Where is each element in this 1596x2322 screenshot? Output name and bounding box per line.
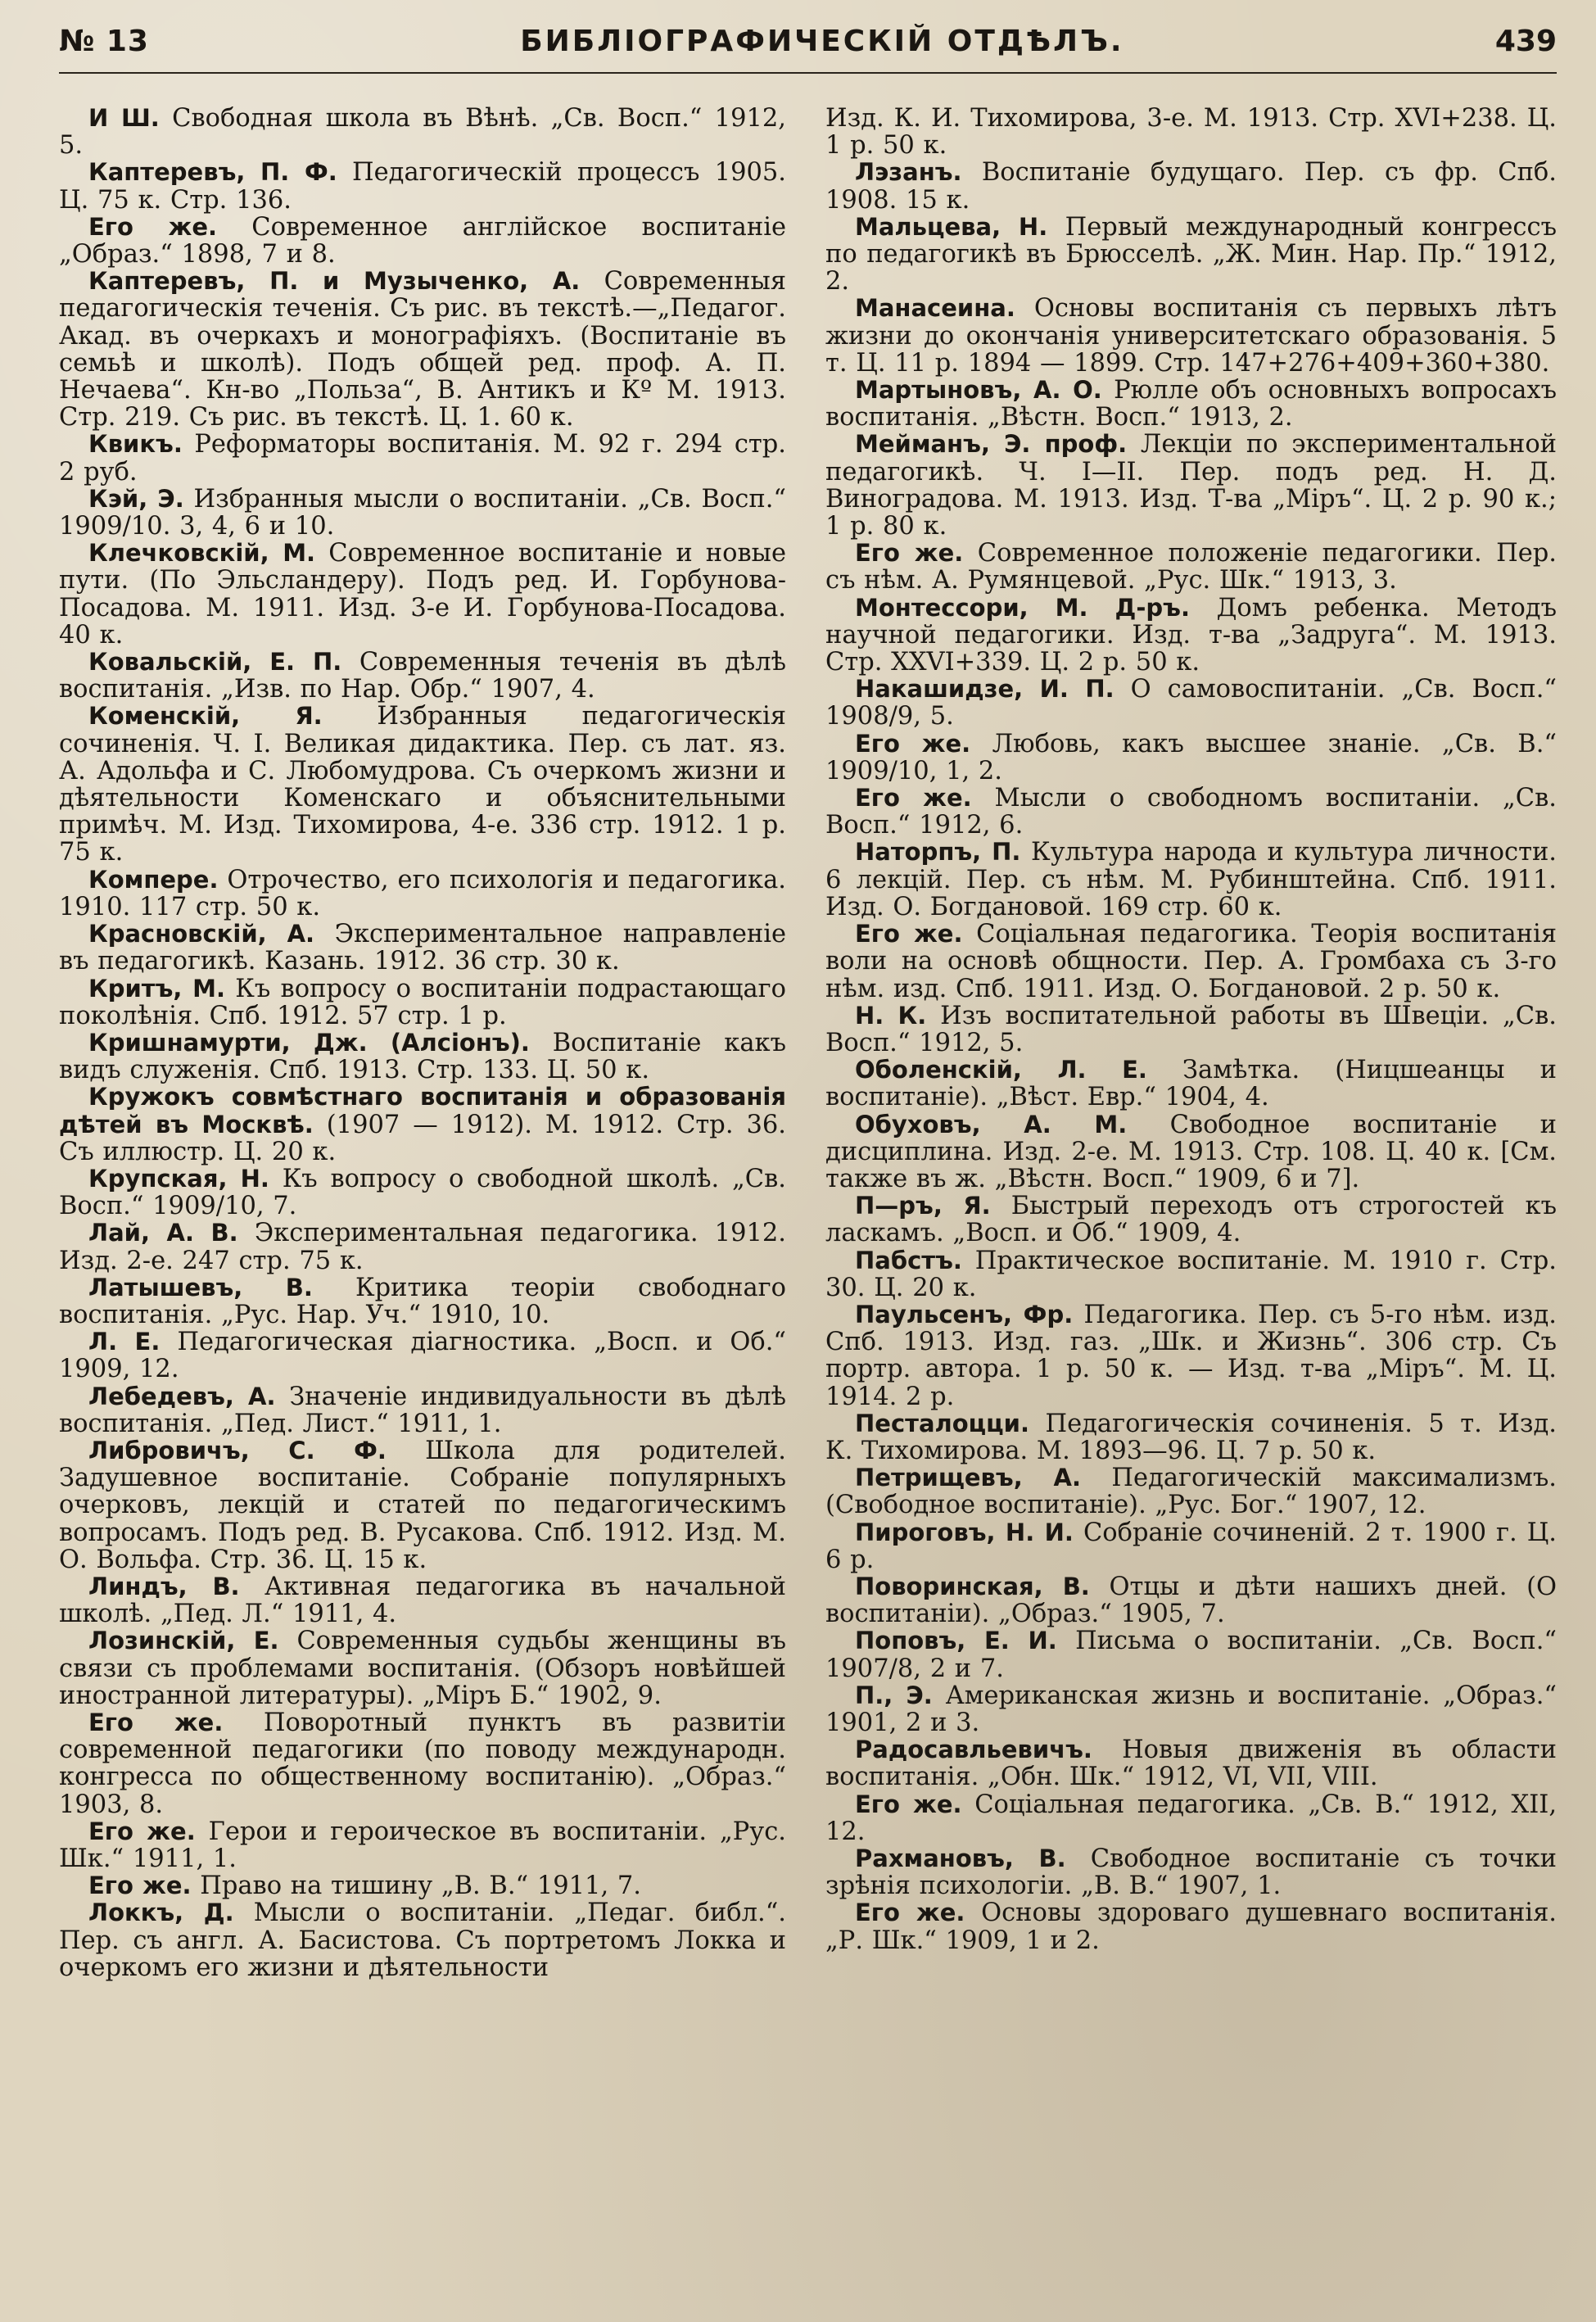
entry-text: (1907 — 1912). М. 1912. Стр. 36. Съ иллюстр. Ц. 20 к. xyxy=(59,1110,786,1166)
bibliography-entry xyxy=(825,1519,1557,1573)
entry-text: Свободное воспитаніе и дисциплина. Изд. 2-е. М. 1913. Стр. 108. Ц. 40 к. [См. также въ ж. „Вѣстн. Восп.“ 1909, 6 и 7]. xyxy=(825,1110,1558,1193)
entry-author: Пабстъ. xyxy=(855,1246,962,1274)
entry-author: П., Э. xyxy=(855,1681,933,1709)
bibliography-entry xyxy=(825,295,1557,377)
entry-author: Его же. xyxy=(855,1899,965,1927)
bibliography-entry xyxy=(825,921,1557,1003)
bibliography-entry xyxy=(825,1193,1557,1247)
entry-text: Избранныя педагогическія сочиненія. Ч. I. Великая дидактика. Пер. съ лат. яз. А. Адольфа и С. Любомудрова. Съ очеркомъ жизни и дѣятельности Коменскаго и объяснительными примѣч. М. Изд. Тихомирова, 4-е. 336 стр. 1912. 1 р. 75 к. xyxy=(59,702,786,867)
entry-text: Воспитаніе какъ видъ служенія. Спб. 1913. Стр. 133. Ц. 50 к. xyxy=(59,1028,786,1085)
entry-text: Новыя движенія въ области воспитанія. „Обн. Шк.“ 1912, VI, VII, VIII. xyxy=(825,1736,1557,1792)
entry-text: Школа для родителей. Задушевное воспитаніе. Собраніе популярныхъ очерковъ, лекцій и статей по педагогическимъ вопросамъ. Подъ ред. В. Русакова. Спб. 1912. Изд. М. О. Вольфа. Стр. 36. Ц. 15 к. xyxy=(59,1436,786,1574)
entry-text: Свободное воспитаніе съ точки зрѣнія психологіи. „В. В.“ 1907, 1. xyxy=(825,1844,1557,1901)
bibliography-entry xyxy=(59,1328,786,1383)
entry-text: Педагогическія сочиненія. 5 т. Изд. К. Тихомирова. М. 1893—96. Ц. 7 р. 50 к. xyxy=(825,1409,1557,1465)
entry-text: Педагогическая діагностика. „Восп. и Об.“ 1909, 12. xyxy=(59,1328,786,1384)
entry-author: Его же. xyxy=(855,729,971,758)
entry-author: Его же. xyxy=(855,539,964,568)
bibliography-entry xyxy=(59,486,786,540)
entry-text: Соціальная педагогика. „Св. В.“ 1912, XII, 12. xyxy=(825,1790,1558,1846)
bibliography-entry xyxy=(59,1899,786,1981)
entry-author: И Ш. xyxy=(88,104,160,132)
entry-author: Критъ, М. xyxy=(88,974,225,1003)
bibliography-entry xyxy=(59,867,786,921)
entry-text: Практическое воспитаніе. М. 1910 г. Стр. 30. Ц. 20 к. xyxy=(825,1246,1557,1302)
bibliography-entry xyxy=(59,105,786,159)
bibliography-entry xyxy=(59,214,786,268)
entry-author: Обуховъ, А. М. xyxy=(855,1110,1128,1138)
page-header xyxy=(59,25,1557,74)
entry-text: Мысли о свободномъ воспитаніи. „Св. Восп.“ 1912, 6. xyxy=(825,784,1557,840)
entry-author: Наторпъ, П. xyxy=(855,838,1021,867)
bibliography-entry xyxy=(59,1818,786,1872)
bibliography-entry xyxy=(59,1872,786,1899)
entry-author: Кришнамурти, Дж. (Алсіонъ). xyxy=(88,1028,530,1057)
entry-author: Его же. xyxy=(88,1708,224,1736)
bibliography-entry xyxy=(825,431,1557,540)
entry-author: Каптеревъ, П. Ф. xyxy=(88,158,337,187)
entry-text: Любовь, какъ высшее знаніе. „Св. В.“ 1909/10, 1, 2. xyxy=(825,729,1557,785)
bibliography-entry xyxy=(825,1682,1557,1736)
entry-author: Кружокъ совмѣстнаго воспитанія и образованія дѣтей въ Москвѣ. xyxy=(59,1083,786,1138)
entry-text: Отрочество, его психологія и педагогика. 1910. 117 стр. 50 к. xyxy=(59,865,786,921)
entry-text: Избранныя мысли о воспитаніи. „Св. Восп.“ 1909/10. 3, 4, 6 и 10. xyxy=(59,484,786,541)
entry-author: Петрищевъ, А. xyxy=(855,1464,1081,1492)
entry-text: Критика теоріи свободнаго воспитанія. „Рус. Нар. Уч.“ 1910, 10. xyxy=(59,1273,786,1329)
entry-author: Его же. xyxy=(855,784,972,812)
bibliography-entry xyxy=(825,595,1557,677)
bibliography-entry xyxy=(825,214,1557,296)
entry-text: Первый международный конгрессъ по педагогикѣ въ Брюсселѣ. „Ж. Мин. Нар. Пр.“ 1912, 2. xyxy=(825,212,1557,296)
bibliography-entry xyxy=(825,105,1557,159)
bibliography-columns xyxy=(59,105,1557,1981)
entry-author: Мейманъ, Э. проф. xyxy=(855,430,1128,459)
bibliography-entry xyxy=(59,703,786,866)
bibliography-entry xyxy=(59,1030,786,1084)
bibliography-entry xyxy=(825,1736,1557,1790)
bibliography-entry xyxy=(825,1627,1557,1682)
entry-text: Поворотный пунктъ въ развитіи современной педагогики (по поводу международн. конгресса по общественному воспитанію). „Образ.“ 1903, 8. xyxy=(59,1708,786,1819)
entry-author: Его же. xyxy=(855,1790,962,1818)
bibliography-entry xyxy=(59,540,786,649)
entry-author: Компере. xyxy=(88,865,219,894)
bibliography-entry xyxy=(59,1166,786,1220)
entry-author: Поповъ, Е. И. xyxy=(855,1627,1057,1655)
entry-text: Культура народа и культура личности. 6 лекцій. Пер. съ нѣм. М. Рубинштейна. Спб. 1911. Изд. О. Богдановой. 169 стр. 60 к. xyxy=(825,838,1557,921)
entry-text: Педагогическій процессъ 1905. Ц. 75 к. Стр. 136. xyxy=(59,158,786,215)
bibliography-entry xyxy=(59,431,786,485)
entry-text: Значеніе индивидуальности въ дѣлѣ воспитанія. „Пед. Лист.“ 1911, 1. xyxy=(59,1382,787,1438)
entry-author: Локкъ, Д. xyxy=(88,1899,234,1927)
entry-author: Оболенскій, Л. Е. xyxy=(855,1056,1147,1084)
bibliography-entry xyxy=(59,1084,786,1166)
right-column xyxy=(825,105,1557,1981)
entry-text: Отцы и дѣти нашихъ дней. (О воспитаніи). „Образ.“ 1905, 7. xyxy=(825,1572,1557,1629)
entry-text: Изд. К. И. Тихомирова, 3-е. М. 1913. Стр. XVI+238. Ц. 1 р. 50 к. xyxy=(825,104,1557,161)
entry-text: Экспериментальное направленіе въ педагогикѣ. Казань. 1912. 36 стр. 30 к. xyxy=(59,920,786,976)
entry-text: Современное воспитаніе и новые пути. (По Эльсландеру). Подъ ред. И. Горбунова-Посадова. М. 1911. Изд. 3-е И. Горбунова-Посадова. 40 к. xyxy=(59,539,786,650)
entry-text: Реформаторы воспитанія. М. 92 г. 294 стр. 2 руб. xyxy=(59,430,786,487)
bibliography-entry xyxy=(59,1627,786,1709)
bibliography-entry xyxy=(825,1111,1557,1193)
bibliography-entry xyxy=(59,159,786,213)
issue-number: № 13 xyxy=(59,25,149,58)
entry-author: Его же. xyxy=(855,920,963,948)
entry-text: Соціальная педагогика. Теорія воспитанія воли на основѣ общности. Пер. А. Громбаха съ 3-го нѣм. изд. Спб. 1911. Изд. О. Богдановой. 2 р. 50 к. xyxy=(825,920,1558,1003)
entry-author: Пироговъ, Н. И. xyxy=(855,1518,1074,1546)
entry-author: Его же. xyxy=(88,1817,196,1845)
entry-text: Къ вопросу о свободной школѣ. „Св. Восп.“ 1909/10, 7. xyxy=(59,1164,787,1221)
entry-author: Его же. xyxy=(88,212,218,241)
entry-text: Замѣтка. (Ницшеанцы и воспитаніе). „Вѣст. Евр.“ 1904, 4. xyxy=(825,1056,1557,1112)
bibliography-entry xyxy=(59,649,786,703)
entry-text: Основы здороваго душевнаго воспитанія. „Р. Шк.“ 1909, 1 и 2. xyxy=(825,1899,1557,1955)
entry-text: Право на тишину „В. В.“ 1911, 7. xyxy=(200,1872,641,1901)
bibliography-entry xyxy=(825,676,1557,730)
entry-text: Письма о воспитаніи. „Св. Восп.“ 1907/8, 2 и 7. xyxy=(825,1627,1557,1683)
bibliography-entry xyxy=(825,839,1557,921)
entry-text: Активная педагогика въ начальной школѣ. „Пед. Л.“ 1911, 4. xyxy=(59,1572,786,1629)
bibliography-entry xyxy=(825,1247,1557,1301)
entry-author: Поворинская, В. xyxy=(855,1572,1090,1600)
entry-author: Монтессори, М. Д-ръ. xyxy=(855,593,1190,622)
entry-author: Н. К. xyxy=(855,1001,927,1030)
entry-author: Коменскій, Я. xyxy=(88,702,323,731)
entry-text: Рюлле объ основныхъ вопросахъ воспитанія. „Вѣстн. Восп.“ 1913, 2. xyxy=(825,376,1557,432)
section-title: БИБЛІОГРАФИЧЕСКІЙ ОТДѢЛЪ. xyxy=(520,25,1124,58)
entry-text: Современныя педагогическія теченія. Съ рис. въ текстѣ.—„Педагог. Акад. въ очеркахъ и монографіяхъ. (Воспитаніе въ семьѣ и школѣ). Подъ общей ред. проф. А. П. Нечаева“. Кн-во „Польза“, В. Антикъ и Кº М. 1913. Стр. 219. Съ рис. въ текстѣ. Ц. 1. 60 к. xyxy=(59,267,786,432)
bibliography-entry xyxy=(825,1003,1557,1057)
bibliography-entry xyxy=(59,1220,786,1274)
bibliography-entry xyxy=(825,1057,1557,1111)
entry-author: Либровичъ, С. Ф. xyxy=(88,1436,387,1464)
entry-text: Къ вопросу о воспитаніи подрастающаго поколѣнія. Спб. 1912. 57 стр. 1 р. xyxy=(59,974,787,1030)
entry-text: Современныя теченія въ дѣлѣ воспитанія. „Изв. по Нар. Обр.“ 1907, 4. xyxy=(59,648,786,704)
entry-author: Лозинскій, Е. xyxy=(88,1627,279,1655)
entry-author: Крупская, Н. xyxy=(88,1164,269,1193)
entry-text: Современное англійское воспитаніе „Образ.“ 1898, 7 и 8. xyxy=(59,212,786,269)
entry-text: Герои и героическое въ воспитаніи. „Рус. Шк.“ 1911, 1. xyxy=(59,1817,786,1873)
bibliography-entry xyxy=(825,785,1557,839)
entry-text: Педагогическій максимализмъ. (Свободное воспитаніе). „Рус. Бог.“ 1907, 12. xyxy=(825,1464,1557,1520)
entry-author: Мартыновъ, А. О. xyxy=(855,376,1102,405)
bibliography-entry xyxy=(59,921,786,975)
bibliography-entry xyxy=(59,1709,786,1818)
bibliography-entry xyxy=(825,377,1557,431)
bibliography-entry xyxy=(825,1573,1557,1627)
entry-author: Л. Е. xyxy=(88,1328,161,1356)
entry-author: Накашидзе, И. П. xyxy=(855,675,1114,704)
entry-author: Лебедевъ, А. xyxy=(88,1382,276,1410)
entry-author: Кэй, Э. xyxy=(88,484,184,513)
page-number: 439 xyxy=(1494,25,1557,58)
entry-author: Линдъ, В. xyxy=(88,1572,240,1600)
entry-text: Современныя судьбы женщины въ связи съ проблемами воспитанія. (Обзоръ новѣйшей иностранной литературы). „Міръ Б.“ 1902, 9. xyxy=(59,1627,786,1710)
bibliography-entry xyxy=(59,1383,786,1437)
entry-text: Экспериментальная педагогика. 1912. Изд. 2-е. 247 стр. 75 к. xyxy=(59,1219,786,1275)
entry-text: Свободная школа въ Вѣнѣ. „Св. Восп.“ 1912, 5. xyxy=(59,104,787,161)
entry-text: Воспитаніе будущаго. Пер. съ фр. Спб. 1908. 15 к. xyxy=(825,158,1557,215)
entry-author: Песталоцци. xyxy=(855,1409,1029,1437)
bibliography-entry xyxy=(825,1464,1557,1519)
entry-author: Его же. xyxy=(88,1872,192,1900)
bibliography-entry xyxy=(825,1301,1557,1410)
left-column xyxy=(59,105,786,1981)
entry-text: О самовоспитаніи. „Св. Восп.“ 1908/9, 5. xyxy=(825,675,1557,731)
bibliography-entry xyxy=(59,1437,786,1573)
entry-text: Американская жизнь и воспитаніе. „Образ.“ 1901, 2 и 3. xyxy=(825,1681,1557,1737)
entry-text: Домъ ребенка. Методъ научной педагогики. Изд. т-ва „Задруга“. М. 1913. Стр. XXVI+339. Ц. 2 р. 50 к. xyxy=(825,593,1557,677)
entry-author: Манасеина. xyxy=(855,294,1015,323)
bibliography-entry xyxy=(59,1573,786,1627)
bibliography-entry xyxy=(825,1410,1557,1464)
entry-text: Современное положеніе педагогики. Пер. съ нѣм. А. Румянцевой. „Рус. Шк.“ 1913, 3. xyxy=(825,539,1557,595)
entry-author: П—ръ, Я. xyxy=(855,1192,991,1220)
bibliography-entry xyxy=(825,159,1557,213)
entry-text: Собраніе сочиненій. 2 т. 1900 г. Ц. 6 р. xyxy=(825,1518,1557,1574)
entry-author: Латышевъ, В. xyxy=(88,1273,313,1301)
entry-author: Лэзанъ. xyxy=(855,158,962,187)
entry-author: Ковальскій, Е. П. xyxy=(88,648,342,677)
entry-author: Рахмановъ, В. xyxy=(855,1844,1066,1872)
entry-text: Быстрый переходъ отъ строгостей къ ласкамъ. „Восп. и Об.“ 1909, 4. xyxy=(825,1192,1557,1248)
bibliography-entry xyxy=(825,1845,1557,1899)
entry-text: Основы воспитанія съ первыхъ лѣтъ жизни до окончанія университетскаго образованія. 5 т. Ц. 11 р. 1894 — 1899. Стр. 147+276+409+360+380. xyxy=(825,294,1557,378)
entry-text: Лекціи по экспериментальной педагогикѣ. Ч. I—II. Пер. подъ ред. Н. Д. Виноградова. М. 1913. Изд. Т-ва „Міръ“. Ц. 2 р. 90 к.; 1 р. 80 к. xyxy=(825,430,1558,541)
entry-author: Лай, А. В. xyxy=(88,1219,238,1247)
bibliography-entry xyxy=(59,1274,786,1328)
entry-author: Красновскій, А. xyxy=(88,920,315,948)
entry-text: Изъ воспитательной работы въ Швеціи. „Св. Восп.“ 1912, 5. xyxy=(825,1001,1557,1057)
entry-author: Радосавльевичъ. xyxy=(855,1736,1092,1764)
bibliography-entry xyxy=(825,731,1557,785)
entry-author: Клечковскій, М. xyxy=(88,539,316,568)
entry-author: Паульсенъ, Фр. xyxy=(855,1300,1074,1328)
bibliography-entry xyxy=(825,540,1557,594)
entry-author: Квикъ. xyxy=(88,430,183,459)
entry-text: Мысли о воспитаніи. „Педаг. библ.“. Пер. съ англ. А. Басистова. Съ портретомъ Локка и очеркомъ его жизни и дѣятельности xyxy=(59,1899,786,1982)
bibliography-entry xyxy=(825,1791,1557,1845)
bibliography-entry xyxy=(59,975,786,1030)
bibliography-entry xyxy=(825,1899,1557,1953)
entry-author: Мальцева, Н. xyxy=(855,212,1048,241)
entry-author: Каптеревъ, П. и Музыченко, А. xyxy=(88,267,581,296)
bibliography-entry xyxy=(59,268,786,431)
entry-text: Педагогика. Пер. съ 5-го нѣм. изд. Спб. 1913. Изд. газ. „Шк. и Жизнь“. 306 стр. Съ портр. автора. 1 р. 50 к. — Изд. т-ва „Міръ“. М. Ц. 1914. 2 р. xyxy=(825,1300,1557,1411)
